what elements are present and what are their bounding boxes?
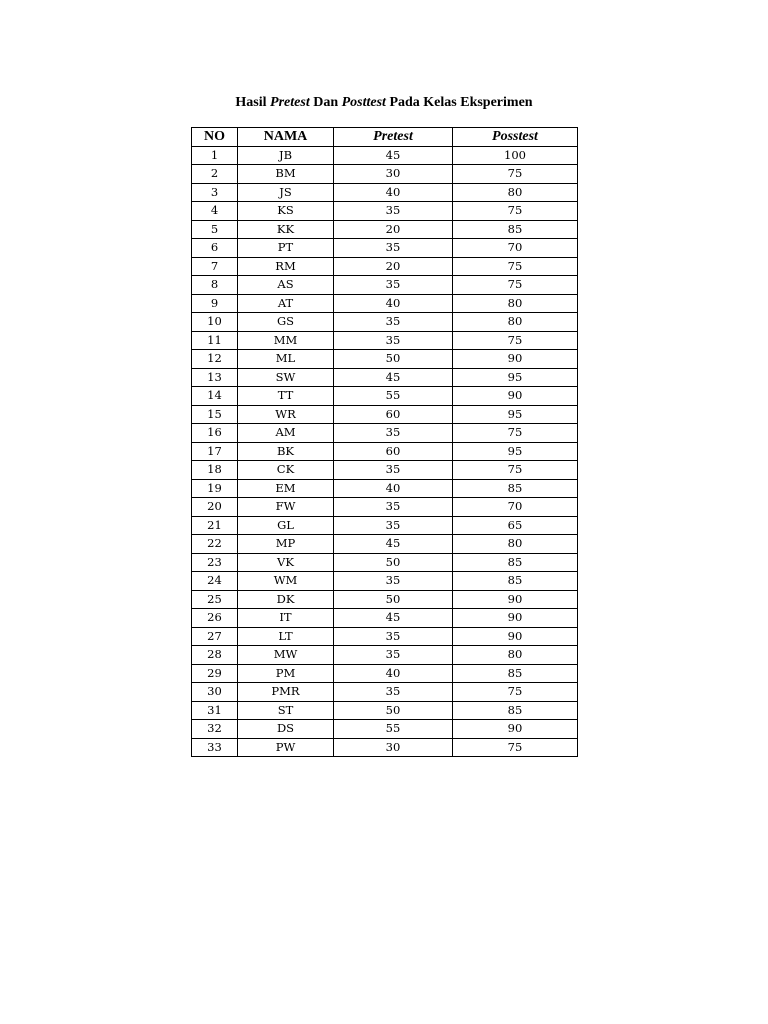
cell-no: 32: [192, 720, 238, 739]
cell-posttest: 75: [453, 165, 578, 184]
cell-nama: TT: [238, 387, 334, 406]
cell-pretest: 45: [334, 146, 453, 165]
cell-pretest: 35: [334, 239, 453, 258]
cell-posttest: 90: [453, 609, 578, 628]
cell-pretest: 35: [334, 516, 453, 535]
table-row: [192, 331, 578, 350]
cell-posttest: 90: [453, 627, 578, 646]
cell-pretest: 30: [334, 165, 453, 184]
table-row: [192, 257, 578, 276]
cell-no: 8: [192, 276, 238, 295]
table-row: [192, 738, 578, 757]
cell-no: 22: [192, 535, 238, 554]
table-row: [192, 350, 578, 369]
cell-posttest: 95: [453, 368, 578, 387]
cell-no: 21: [192, 516, 238, 535]
cell-posttest: 75: [453, 738, 578, 757]
table-row: [192, 183, 578, 202]
cell-posttest: 85: [453, 479, 578, 498]
cell-pretest: 35: [334, 627, 453, 646]
table-row: [192, 646, 578, 665]
cell-posttest: 90: [453, 590, 578, 609]
title-part-1: Hasil: [235, 95, 271, 110]
cell-nama: SW: [238, 368, 334, 387]
table-row: [192, 683, 578, 702]
cell-no: 24: [192, 572, 238, 591]
cell-no: 4: [192, 202, 238, 221]
cell-nama: LT: [238, 627, 334, 646]
cell-nama: DK: [238, 590, 334, 609]
table-row: [192, 239, 578, 258]
cell-posttest: 80: [453, 183, 578, 202]
cell-nama: RM: [238, 257, 334, 276]
table-row: [192, 294, 578, 313]
cell-nama: FW: [238, 498, 334, 517]
cell-no: 19: [192, 479, 238, 498]
header-row: [192, 128, 578, 147]
cell-no: 20: [192, 498, 238, 517]
table-row: [192, 572, 578, 591]
cell-nama: PW: [238, 738, 334, 757]
cell-nama: PMR: [238, 683, 334, 702]
table-row: [192, 146, 578, 165]
table-row: [192, 535, 578, 554]
table-row: [192, 627, 578, 646]
cell-posttest: 80: [453, 646, 578, 665]
cell-pretest: 40: [334, 664, 453, 683]
cell-no: 31: [192, 701, 238, 720]
cell-posttest: 80: [453, 294, 578, 313]
table-row: [192, 220, 578, 239]
table-row: [192, 165, 578, 184]
cell-pretest: 35: [334, 424, 453, 443]
cell-nama: JB: [238, 146, 334, 165]
table-row: [192, 276, 578, 295]
cell-no: 15: [192, 405, 238, 424]
title-part-5: Pada Kelas Eksperimen: [385, 95, 533, 110]
cell-pretest: 50: [334, 590, 453, 609]
cell-no: 9: [192, 294, 238, 313]
cell-no: 12: [192, 350, 238, 369]
cell-no: 18: [192, 461, 238, 480]
cell-pretest: 40: [334, 294, 453, 313]
cell-pretest: 35: [334, 683, 453, 702]
cell-nama: MP: [238, 535, 334, 554]
cell-nama: VK: [238, 553, 334, 572]
cell-nama: BM: [238, 165, 334, 184]
cell-nama: JS: [238, 183, 334, 202]
table-row: [192, 424, 578, 443]
cell-posttest: 75: [453, 424, 578, 443]
cell-pretest: 20: [334, 220, 453, 239]
table-row: [192, 720, 578, 739]
table-row: [192, 442, 578, 461]
table-row: [192, 498, 578, 517]
cell-posttest: 85: [453, 572, 578, 591]
cell-nama: DS: [238, 720, 334, 739]
cell-pretest: 60: [334, 442, 453, 461]
cell-posttest: 80: [453, 535, 578, 554]
cell-nama: CK: [238, 461, 334, 480]
cell-nama: MW: [238, 646, 334, 665]
cell-no: 16: [192, 424, 238, 443]
cell-nama: PM: [238, 664, 334, 683]
cell-no: 6: [192, 239, 238, 258]
table-row: [192, 387, 578, 406]
cell-posttest: 75: [453, 683, 578, 702]
cell-nama: GL: [238, 516, 334, 535]
cell-nama: PT: [238, 239, 334, 258]
cell-pretest: 50: [334, 701, 453, 720]
table-body: [192, 146, 578, 757]
table-row: [192, 553, 578, 572]
cell-pretest: 45: [334, 609, 453, 628]
cell-no: 29: [192, 664, 238, 683]
cell-nama: ST: [238, 701, 334, 720]
cell-nama: BK: [238, 442, 334, 461]
cell-posttest: 90: [453, 387, 578, 406]
cell-nama: GS: [238, 313, 334, 332]
title-pretest-word: Pretest: [270, 95, 310, 110]
cell-no: 27: [192, 627, 238, 646]
cell-posttest: 95: [453, 405, 578, 424]
cell-no: 2: [192, 165, 238, 184]
cell-nama: WM: [238, 572, 334, 591]
cell-no: 10: [192, 313, 238, 332]
cell-posttest: 80: [453, 313, 578, 332]
title-posttest-word: Posttest: [341, 95, 386, 110]
cell-posttest: 85: [453, 220, 578, 239]
cell-pretest: 60: [334, 405, 453, 424]
table-row: [192, 479, 578, 498]
cell-pretest: 50: [334, 350, 453, 369]
page-title: [0, 94, 768, 112]
cell-pretest: 30: [334, 738, 453, 757]
cell-pretest: 45: [334, 368, 453, 387]
cell-pretest: 45: [334, 535, 453, 554]
cell-nama: WR: [238, 405, 334, 424]
table-row: [192, 405, 578, 424]
cell-posttest: 70: [453, 498, 578, 517]
cell-posttest: 85: [453, 701, 578, 720]
cell-pretest: 40: [334, 479, 453, 498]
cell-nama: KK: [238, 220, 334, 239]
cell-no: 5: [192, 220, 238, 239]
cell-no: 25: [192, 590, 238, 609]
cell-nama: IT: [238, 609, 334, 628]
cell-nama: KS: [238, 202, 334, 221]
table-row: [192, 368, 578, 387]
cell-no: 17: [192, 442, 238, 461]
cell-posttest: 75: [453, 331, 578, 350]
cell-no: 11: [192, 331, 238, 350]
cell-posttest: 100: [453, 146, 578, 165]
cell-nama: AT: [238, 294, 334, 313]
cell-no: 28: [192, 646, 238, 665]
header-pretest: Pretest: [334, 128, 453, 147]
cell-no: 7: [192, 257, 238, 276]
table-row: [192, 516, 578, 535]
results-table: [191, 127, 578, 757]
cell-posttest: 75: [453, 276, 578, 295]
cell-pretest: 35: [334, 646, 453, 665]
title-part-3: Dan: [309, 95, 342, 110]
cell-nama: AM: [238, 424, 334, 443]
table-row: [192, 313, 578, 332]
table-row: [192, 461, 578, 480]
cell-no: 14: [192, 387, 238, 406]
header-nama: NAMA: [238, 128, 334, 147]
cell-posttest: 75: [453, 257, 578, 276]
cell-pretest: 35: [334, 276, 453, 295]
cell-no: 33: [192, 738, 238, 757]
cell-nama: ML: [238, 350, 334, 369]
cell-pretest: 50: [334, 553, 453, 572]
cell-no: 3: [192, 183, 238, 202]
cell-no: 26: [192, 609, 238, 628]
cell-pretest: 35: [334, 331, 453, 350]
cell-posttest: 85: [453, 664, 578, 683]
cell-posttest: 65: [453, 516, 578, 535]
cell-pretest: 35: [334, 313, 453, 332]
cell-posttest: 90: [453, 720, 578, 739]
cell-pretest: 55: [334, 387, 453, 406]
cell-nama: AS: [238, 276, 334, 295]
cell-pretest: 40: [334, 183, 453, 202]
cell-posttest: 90: [453, 350, 578, 369]
cell-no: 1: [192, 146, 238, 165]
cell-no: 23: [192, 553, 238, 572]
cell-posttest: 75: [453, 461, 578, 480]
header-no: NO: [192, 128, 238, 147]
cell-pretest: 35: [334, 572, 453, 591]
cell-pretest: 20: [334, 257, 453, 276]
cell-nama: MM: [238, 331, 334, 350]
table-row: [192, 202, 578, 221]
header-posttest: Posstest: [453, 128, 578, 147]
cell-pretest: 35: [334, 202, 453, 221]
cell-posttest: 85: [453, 553, 578, 572]
cell-posttest: 75: [453, 202, 578, 221]
table-row: [192, 701, 578, 720]
table-row: [192, 664, 578, 683]
cell-no: 13: [192, 368, 238, 387]
cell-pretest: 35: [334, 461, 453, 480]
cell-posttest: 95: [453, 442, 578, 461]
cell-posttest: 70: [453, 239, 578, 258]
cell-pretest: 55: [334, 720, 453, 739]
table-row: [192, 590, 578, 609]
cell-nama: EM: [238, 479, 334, 498]
cell-no: 30: [192, 683, 238, 702]
table-row: [192, 609, 578, 628]
cell-pretest: 35: [334, 498, 453, 517]
